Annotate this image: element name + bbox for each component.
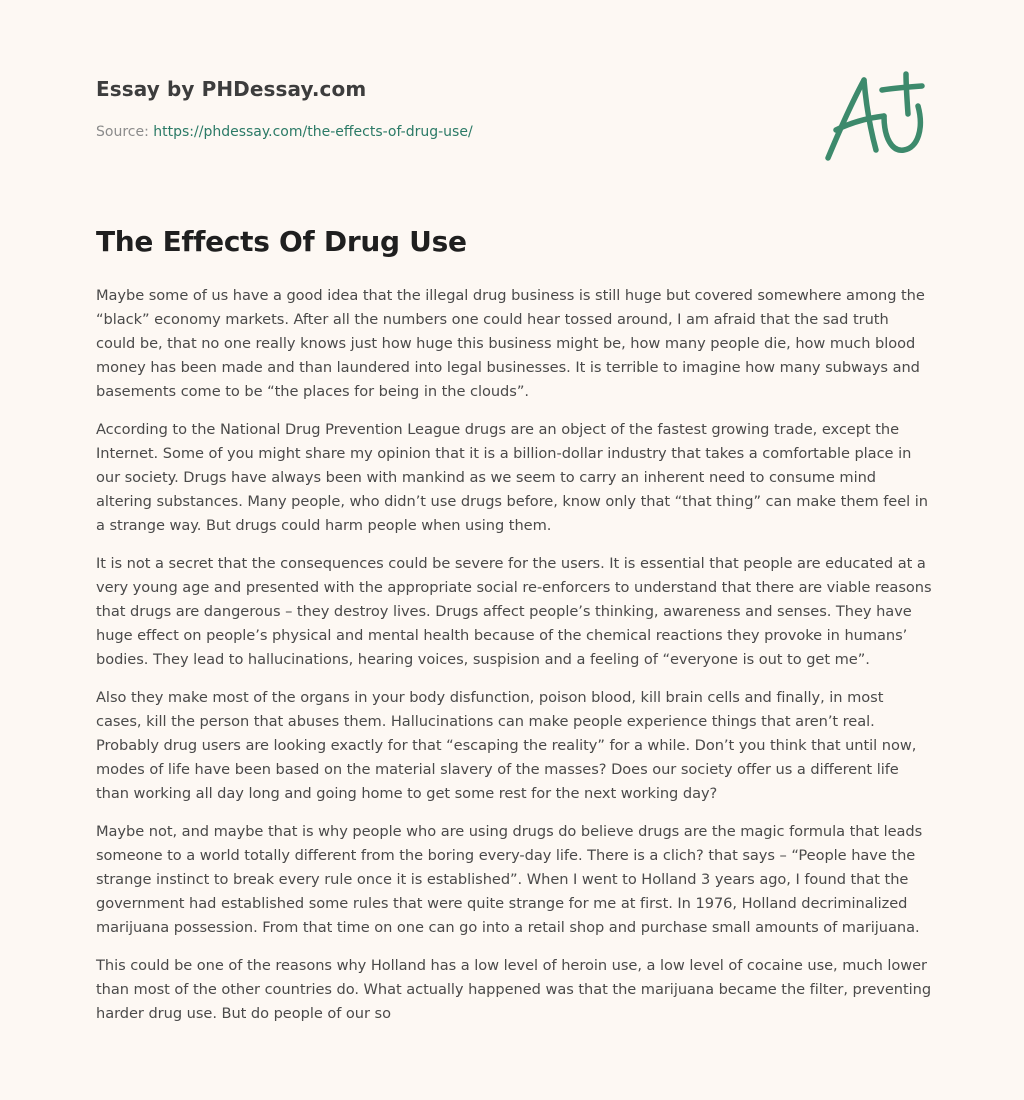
site-brand: Essay by PHDessay.com xyxy=(96,77,367,101)
source-link[interactable]: https://phdessay.com/the-effects-of-drug-use/ xyxy=(153,124,473,140)
source-line xyxy=(96,124,473,140)
essay-paragraph-1: Maybe some of us have a good idea that the illegal drug business is still huge but covered somewhere among the “black” economy markets. After all the numbers one could hear tossed around, I am afraid that the sad truth could be, that no one really knows just how huge this business might be, how many people die, how much blood money has been made and than laundered into legal businesses. It is terrible to imagine how many subways and basements come to be “the places for being in the clouds”. xyxy=(96,287,925,400)
a-plus-logo-icon xyxy=(818,66,934,166)
essay-body xyxy=(96,284,932,1040)
source-label: Source: xyxy=(96,124,154,140)
essay-paragraph-4: Also they make most of the organs in your body disfunction, poison blood, kill brain cells and finally, in most cases, kill the person that abuses them. Hallucinations can make people experience things that aren’t real. Probably drug users are looking exactly for that “escaping the reality” for a while. Don’t you think that until now, modes of life have been based on the material slavery of the masses? Does our society offer us a different life than working all day long and going home to get some rest for the next working day? xyxy=(96,689,917,802)
essay-paragraph-6: This could be one of the reasons why Holland has a low level of heroin use, a low level of cocaine use, much lower than most of the other countries do. What actually happened was that the marijuana became the filter, preventing harder drug use. But do people of our so xyxy=(96,957,932,1022)
essay-title: The Effects Of Drug Use xyxy=(96,225,467,258)
essay-paragraph-3: It is not a secret that the consequences could be severe for the users. It is essential that people are educated at a very young age and presented with the appropriate social re-enforcers to understand that there are viable reasons that drugs are dangerous – they destroy lives. Drugs affect people’s thinking, awareness and senses. They have huge effect on people’s physical and mental health because of the chemical reactions they provoke in humans’ bodies. They lead to hallucinations, hearing voices, suspision and a feeling of “everyone is out to get me”. xyxy=(96,555,932,668)
essay-paragraph-2: According to the National Drug Prevention League drugs are an object of the fastest growing trade, except the Internet. Some of you might share my opinion that it is a billion-dollar industry that takes a comfortable place in our society. Drugs have always been with mankind as we seem to carry an inherent need to consume mind altering substances. Many people, who didn’t use drugs before, know only that “that thing” can make them feel in a strange way. But drugs could harm people when using them. xyxy=(96,421,928,534)
essay-paragraph-5: Maybe not, and maybe that is why people who are using drugs do believe drugs are the magic formula that leads someone to a world totally different from the boring every-day life. There is a clich? that says – “People have the strange instinct to break every rule once it is established”. When I went to Holland 3 years ago, I found that the government had established some rules that were quite strange for me at first. In 1976, Holland decriminalized marijuana possession. From that time on one can go into a retail shop and purchase small amounts of marijuana. xyxy=(96,823,923,936)
